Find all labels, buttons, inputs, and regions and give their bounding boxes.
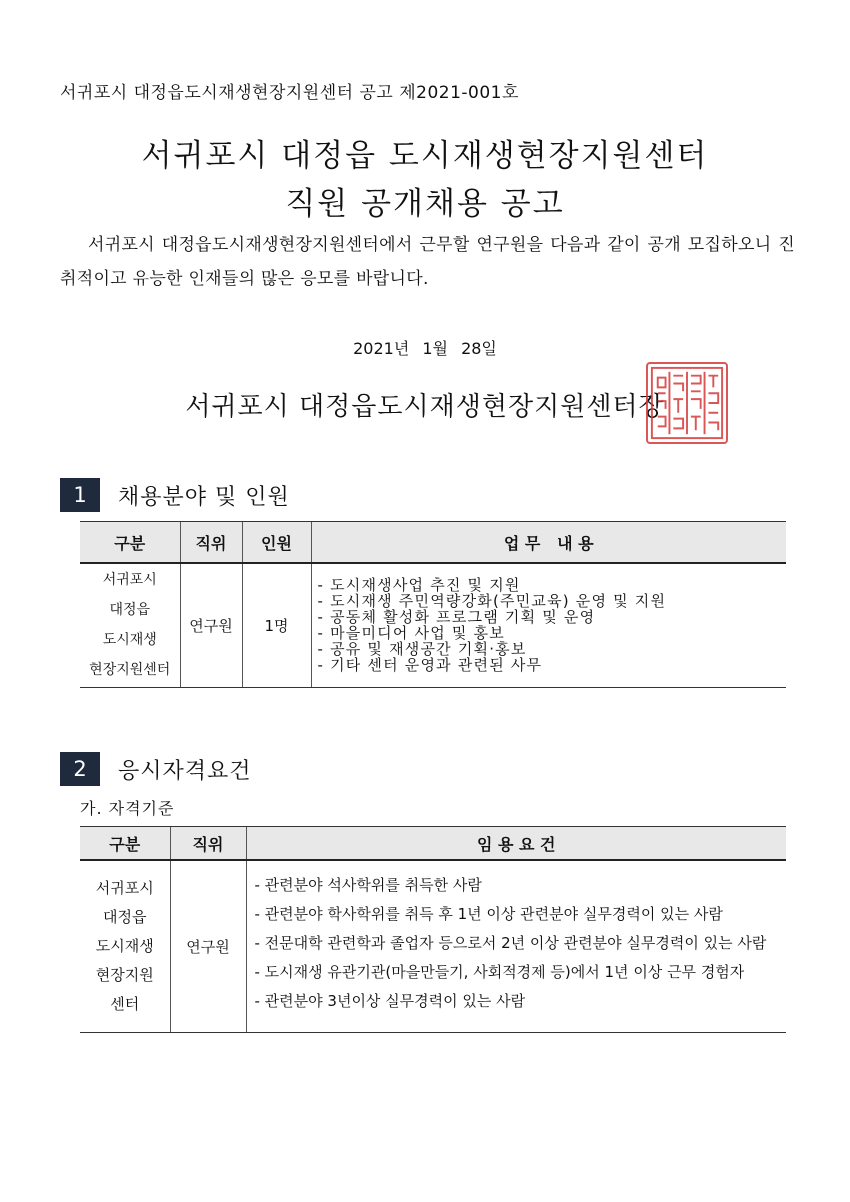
qualification-table	[80, 826, 786, 1033]
list-item: - 마을미디어 사업 및 홍보	[317, 624, 505, 643]
section2-number: 2	[60, 752, 100, 786]
header-position: 직위	[180, 522, 242, 564]
list-item: - 관련분야 학사학위를 취득 후 1년 이상 관련분야 실무경력이 있는 사람	[254, 905, 723, 923]
signer-name: 서귀포시 대정읍도시재생현장지원센터장	[185, 392, 665, 422]
list-item: - 전문대학 관련학과 졸업자 등으로서 2년 이상 관련분야 실무경력이 있는 사람	[254, 934, 767, 952]
table-row	[80, 563, 786, 687]
header-position: 직위	[170, 827, 246, 861]
duties-cell	[311, 563, 786, 687]
position-cell: 연구원	[170, 860, 246, 1032]
section1-number: 1	[60, 478, 100, 512]
list-item: - 도시재생 유관기관(마을만들기, 사회적경제 등)에서 1년 이상 근무 경험자	[254, 963, 745, 981]
list-item: - 공동체 활성화 프로그램 기획 및 운영	[317, 608, 596, 627]
notice-date: 2021년 1월 28일	[353, 339, 497, 358]
header-division: 구분	[80, 827, 170, 861]
section1-title: 채용분야 및 인원	[118, 484, 290, 510]
list-item: - 공유 및 재생공간 기획·홍보	[317, 640, 527, 659]
header-count: 인원	[242, 522, 311, 564]
list-item: - 관련분야 석사학위를 취득한 사람	[254, 876, 482, 894]
subsection-label: 가. 자격기준	[80, 799, 175, 818]
section2-title: 응시자격요건	[118, 758, 252, 784]
table-header-row	[80, 522, 786, 564]
list-item: - 도시재생사업 추진 및 지원	[317, 576, 521, 595]
section1-header	[60, 478, 290, 512]
official-seal-icon	[646, 362, 728, 444]
recruitment-table	[80, 521, 786, 688]
document-title-line2: 직원 공개채용 공고	[285, 186, 565, 222]
intro-paragraph: 서귀포시 대정읍도시재생현장지원센터에서 근무할 연구원을 다음과 같이 공개 모집하오니 진취적이고 유능한 인재들의 많은 응모를 바랍니다.	[60, 235, 795, 289]
list-item: - 기타 센터 운영과 관련된 사무	[317, 656, 543, 675]
division-cell: 서귀포시 대정읍 도시재생 현장지원센터	[80, 563, 180, 687]
division-cell: 서귀포시 대정읍 도시재생 현장지원 센터	[80, 860, 170, 1032]
header-division: 구분	[80, 522, 180, 564]
list-item: - 관련분야 3년이상 실무경력이 있는 사람	[254, 992, 526, 1010]
notice-number: 서귀포시 대정읍도시재생현장지원센터 공고 제2021-001호	[60, 83, 519, 103]
requirements-cell	[246, 860, 786, 1032]
table-row	[80, 860, 786, 1032]
list-item: - 도시재생 주민역량강화(주민교육) 운영 및 지원	[317, 592, 667, 611]
document-title-line1: 서귀포시 대정읍 도시재생현장지원센터	[141, 138, 709, 174]
count-cell: 1명	[242, 563, 311, 687]
position-cell: 연구원	[180, 563, 242, 687]
table-header-row	[80, 827, 786, 861]
header-requirements: 임 용 요 건	[246, 827, 786, 861]
header-duties: 업 무 내 용	[311, 522, 786, 564]
section2-header	[60, 752, 252, 786]
